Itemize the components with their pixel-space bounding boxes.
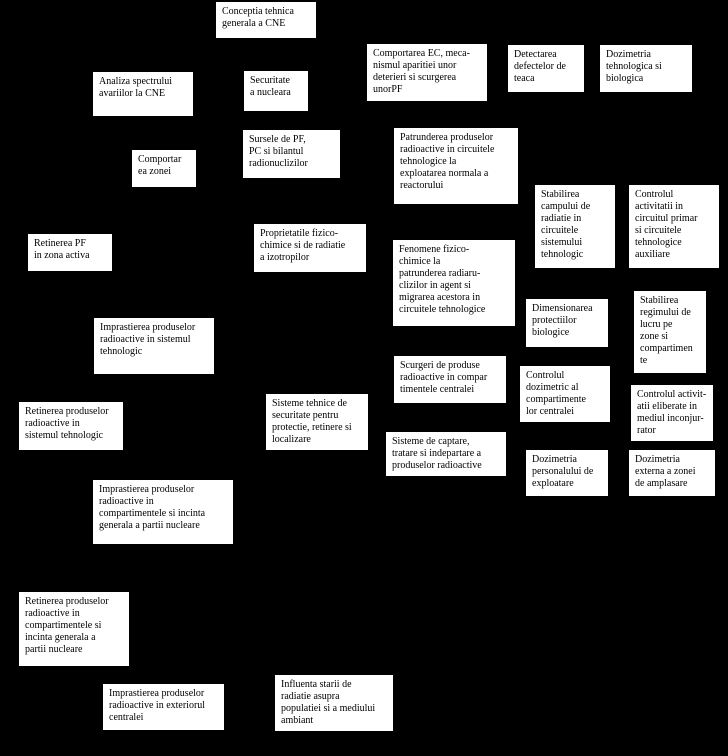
node-patrunderea: Patrunderea produselor radioactive in circuitele tehnologice la exploatarea normala a reactorului — [394, 128, 518, 204]
node-sisteme-captare: Sisteme de captare, tratare si indepartare a produselor radioactive — [386, 432, 506, 476]
node-controlul-dozimetric: Controlul dozimetric al compartimente lor centralei — [520, 366, 610, 422]
node-analiza: Analiza spectrului avariilor la CNE — [93, 72, 193, 116]
node-proprietatile: Proprietatile fizico- chimice si de radiatie a izotropilor — [254, 224, 366, 272]
node-stabilirea-regimului: Stabilirea regimului de lucru pe zone si compartimen te — [634, 291, 706, 373]
node-retinerea-sistem: Retinerea produselor radioactive in sistemul tehnologic — [19, 402, 123, 450]
node-imprastierea-sistem: Imprastierea produselor radioactive in sistemul tehnologic — [94, 318, 214, 374]
node-influenta: Influenta starii de radiatie asupra populatiei si a mediului ambiant — [275, 675, 393, 731]
node-scurgeri: Scurgeri de produse radioactive in compar timentele centralei — [394, 356, 506, 403]
node-dozimetria-personalului: Dozimetria personalului de exploatare — [526, 450, 608, 496]
node-stabilirea-camp: Stabilirea campului de radiatie in circuitele sistemului tehnologic — [535, 185, 615, 268]
node-retinerea-pf: Retinerea PF in zona activa — [28, 234, 112, 271]
node-imprastierea-exterior: Imprastierea produselor radioactive in exteriorul centralei — [103, 684, 224, 730]
node-imprastierea-compartimente: Imprastierea produselor radioactive in compartimentele si incinta generala a partii nucleare — [93, 480, 233, 544]
node-dozimetria-externa: Dozimetria externa a zonei de amplasare — [629, 450, 715, 496]
node-fenomene: Fenomene fizico- chimice la patrunderea radiaru- clizilor in agent si migrarea acestora in circuitele tehnologice — [393, 240, 515, 326]
node-dozimetria-tehnologica: Dozimetria tehnologica si biologica — [600, 45, 692, 92]
node-sisteme-securitate: Sisteme tehnice de securitate pentru protectie, retinere si localizare — [266, 394, 368, 450]
node-dimensionarea: Dimensionarea protectiilor biologice — [526, 299, 608, 347]
node-conceptia: Conceptia tehnica generala a CNE — [216, 2, 316, 38]
node-comportarea-zonei: Comportar ea zonei — [132, 150, 196, 187]
node-comportarea-ec: Comportarea EC, meca- nismul aparitiei unor deterieri si scurgerea unorPF — [367, 44, 487, 101]
node-sursele: Sursele de PF, PC si bilantul radionuclizilor — [243, 130, 340, 178]
node-securitate: Securitate a nucleara — [244, 71, 308, 111]
node-controlul-activitatii: Controlul activitatii in circuitul primar si circuitele tehnologice auxiliare — [629, 185, 719, 268]
node-retinerea-compartimente: Retinerea produselor radioactive in compartimentele si incinta generala a partii nucleare — [19, 592, 129, 666]
node-controlul-eliberate: Controlul activit- atii eliberate in mediul inconjur- rator — [631, 385, 713, 441]
node-detectarea: Detectarea defectelor de teaca — [508, 45, 584, 92]
